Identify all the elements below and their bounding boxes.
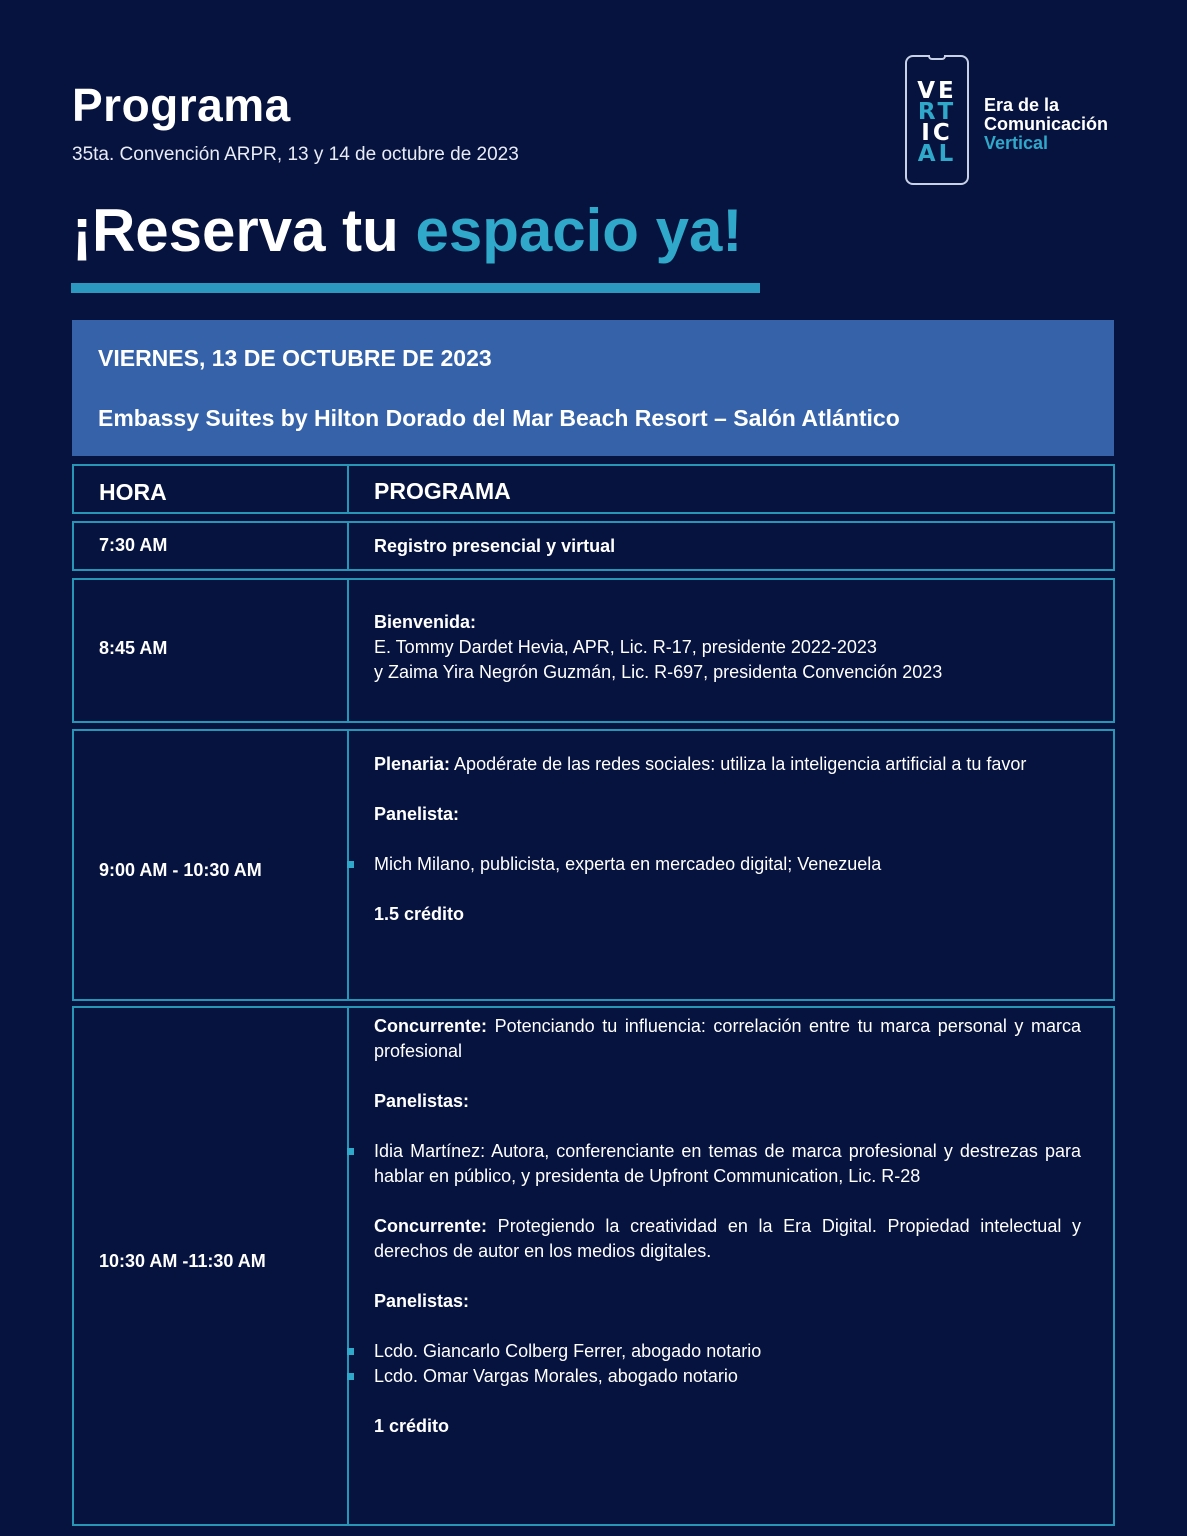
row-time: 8:45 AM — [99, 638, 168, 658]
page-title: Programa — [72, 79, 291, 131]
panelist-label: Panelista: — [374, 804, 460, 824]
headline-main: ¡Reserva tu — [72, 197, 416, 264]
row-program — [374, 1014, 1081, 1439]
session-topic: Apodérate de las redes sociales: utiliza la inteligencia artificial a tu favor — [450, 754, 1027, 774]
welcome-speaker: y Zaima Yira Negrón Guzmán, Lic. R-697, presidenta Convención 2023 — [374, 662, 943, 682]
column-divider — [347, 466, 349, 512]
welcome-speaker: E. Tommy Dardet Hevia, APR, Lic. R-17, presidente 2022-2023 — [374, 637, 877, 657]
column-divider — [347, 523, 349, 569]
logo-tagline-line: Era de la — [984, 95, 1060, 115]
logo-tagline-line: Comunicación — [984, 114, 1109, 134]
day-venue: Embassy Suites by Hilton Dorado del Mar Beach Resort – Salón Atlántico — [98, 405, 900, 431]
session-title — [374, 752, 1081, 777]
headline — [72, 196, 742, 265]
panelist-item: Mich Milano, publicista, experta en mercadeo digital; Venezuela — [374, 852, 1081, 877]
row-time: 10:30 AM -11:30 AM — [99, 1251, 266, 1271]
logo-letters-row: RT — [917, 99, 957, 125]
panelist-item: Idia Martínez: Autora, conferenciante en temas de marca profesional y destrezas para hablar en público, y presidenta de Upfront Communication, Lic. R-28 — [374, 1139, 1081, 1189]
headline-accent: espacio ya! — [415, 197, 743, 264]
welcome-label: Bienvenida: — [374, 612, 477, 632]
session-type-label: Plenaria: — [374, 754, 451, 774]
column-divider — [347, 580, 349, 721]
row-program — [374, 752, 1081, 927]
table-row — [72, 521, 1115, 571]
session-type-label: Concurrente: — [374, 1216, 488, 1236]
session-topic: Potenciando tu influencia: correlación entre tu marca personal y marca profesional — [374, 1016, 1081, 1061]
logo-tagline — [984, 96, 1108, 153]
panelist-label: Panelistas: — [374, 1091, 470, 1111]
row-program — [374, 610, 1081, 685]
table-row — [72, 729, 1115, 1001]
vertical-logo — [905, 55, 969, 185]
page-subtitle: 35ta. Convención ARPR, 13 y 14 de octubre de 2023 — [72, 144, 519, 165]
day-header — [72, 320, 1114, 456]
panelist-label: Panelistas: — [374, 1291, 470, 1311]
logo-letters-row: VE — [917, 78, 957, 104]
phone-notch-icon — [928, 55, 946, 60]
credit-label: 1 crédito — [374, 1416, 450, 1436]
row-program: Registro presencial y virtual — [374, 536, 616, 556]
headline-underline — [71, 283, 760, 293]
row-time: 9:00 AM - 10:30 AM — [99, 860, 262, 880]
panelist-item: Lcdo. Omar Vargas Morales, abogado notario — [374, 1364, 1081, 1389]
logo-letters-row: AL — [917, 141, 957, 167]
day-date: VIERNES, 13 DE OCTUBRE DE 2023 — [98, 345, 492, 371]
panelist-item: Lcdo. Giancarlo Colberg Ferrer, abogado notario — [374, 1339, 1081, 1364]
logo-letters-row: IC — [921, 120, 953, 146]
credit-label: 1.5 crédito — [374, 904, 465, 924]
row-time: 7:30 AM — [99, 535, 168, 555]
column-divider — [347, 1008, 349, 1524]
session-topic: Protegiendo la creatividad en la Era Digital. Propiedad intelectual y derechos de autor en los medios digitales. — [374, 1216, 1081, 1261]
logo-tagline-line: Vertical — [984, 133, 1049, 153]
table-header-row — [72, 464, 1115, 514]
column-header-time: HORA — [99, 479, 167, 505]
table-row — [72, 1006, 1115, 1526]
table-row — [72, 578, 1115, 723]
session-title — [374, 1014, 1081, 1064]
session-title — [374, 1214, 1081, 1264]
logo-letters — [907, 78, 967, 167]
column-header-program: PROGRAMA — [374, 478, 511, 504]
session-type-label: Concurrente: — [374, 1016, 488, 1036]
